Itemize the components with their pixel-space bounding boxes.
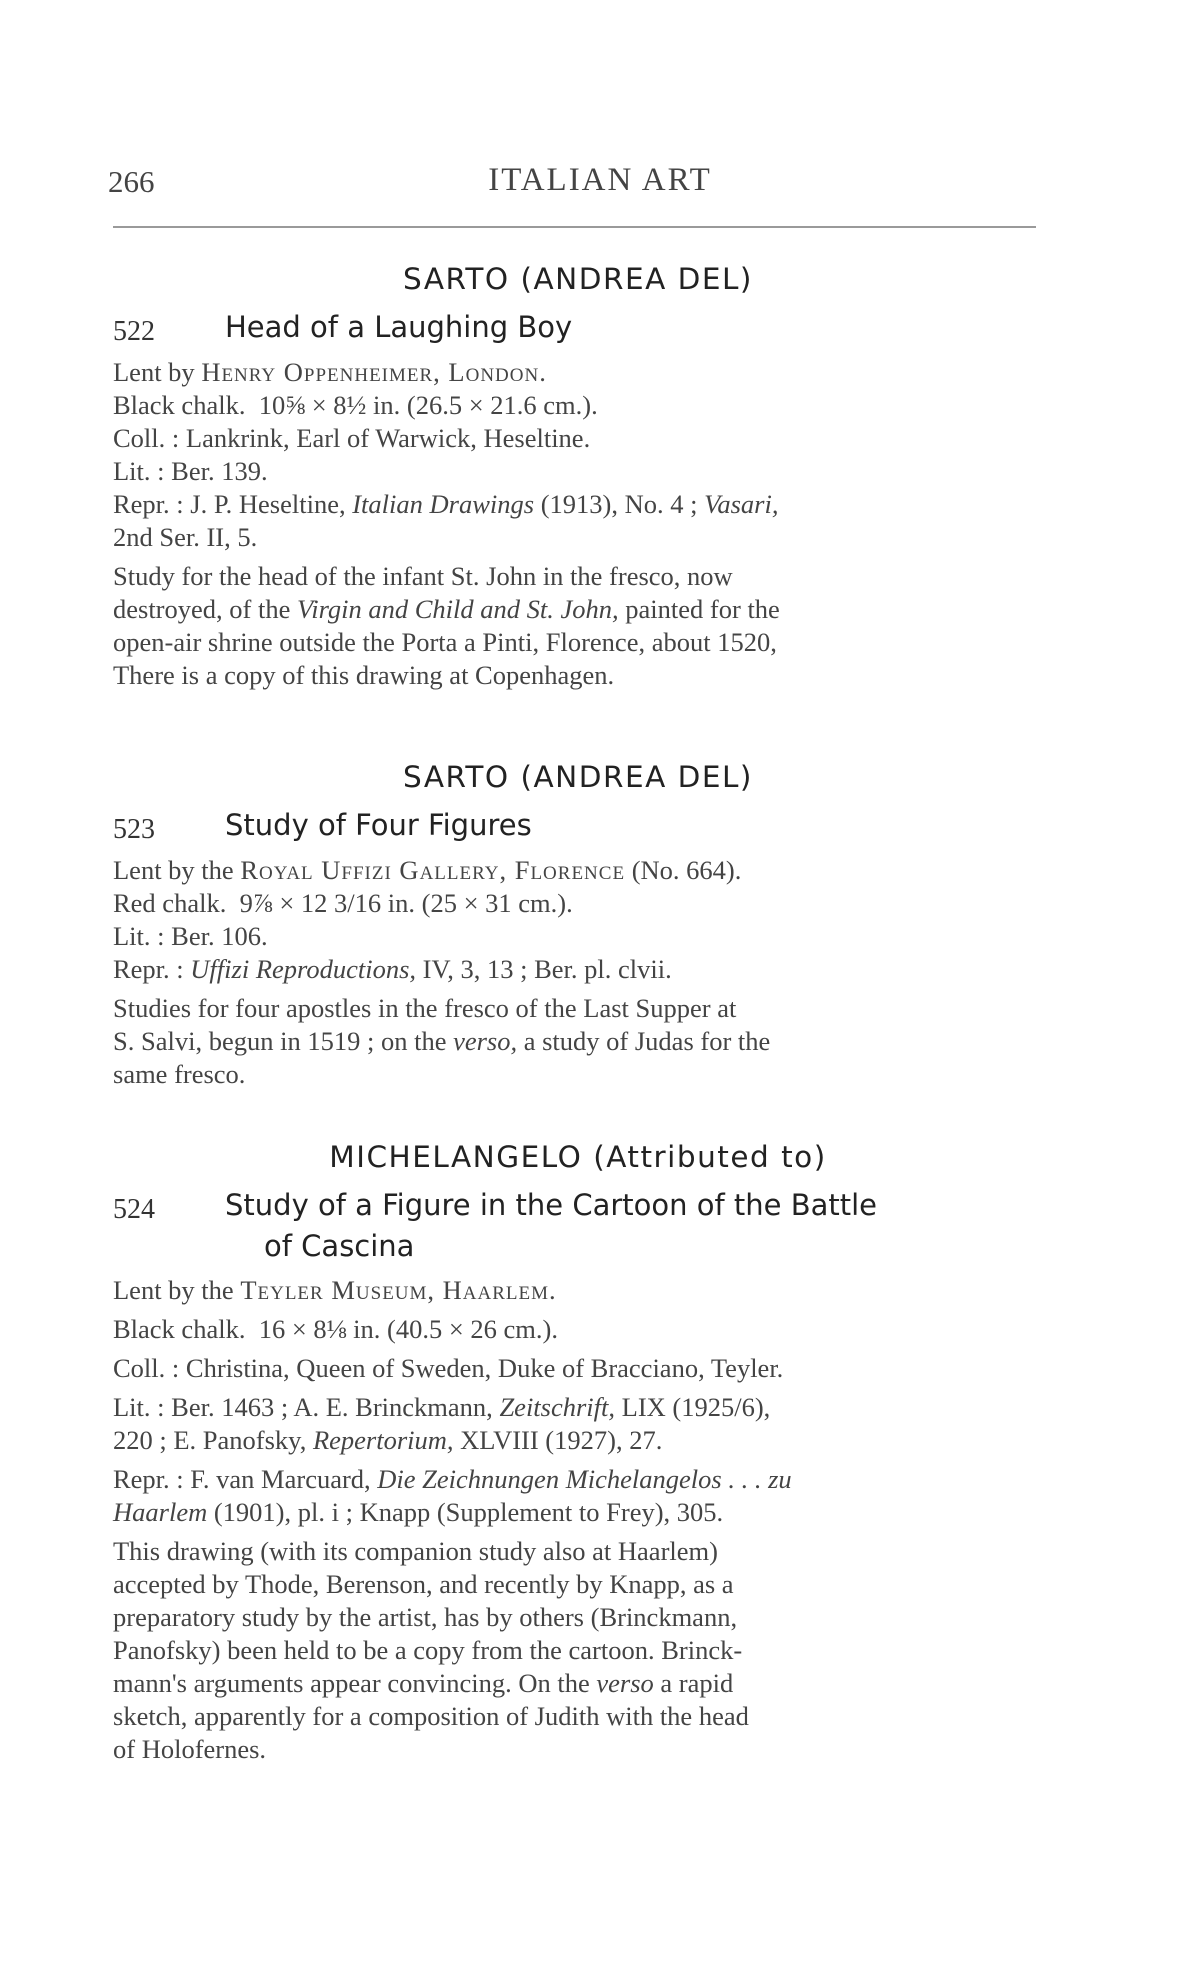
entry-title-row: [113, 808, 1043, 848]
note-line: accepted by Thode, Berenson, and recently by Knapp, as a: [113, 1569, 734, 1599]
note-text: mann's arguments appear convincing. On the: [113, 1668, 590, 1698]
note-line: same fresco.: [113, 1059, 246, 1089]
note-text: painted for the: [625, 594, 780, 624]
note-line: Panofsky) been held to be a copy from the cartoon. Brinck-: [113, 1635, 743, 1665]
note-line: sketch, apparently for a composition of Judith with the head: [113, 1701, 749, 1731]
note-line: [113, 593, 1043, 626]
note-line: [113, 1025, 1043, 1058]
lender-line: [113, 854, 1043, 887]
dimensions: 16 × 8⅛ in. (40.5 × 26 cm.).: [258, 1314, 558, 1344]
lit-text-2: LIX (1925/6),: [621, 1392, 771, 1422]
lender-suffix: (No. 664).: [631, 855, 742, 885]
note-text: S. Salvi, begun in 1519 ; on the: [113, 1026, 447, 1056]
reproduction-line: [113, 1463, 1043, 1496]
note-line: open-air shrine outside the Porta a Pinti, Florence, about 1520,: [113, 627, 777, 657]
artist-heading: SARTO (ANDREA DEL): [403, 262, 753, 296]
repr-text: Repr. :: [113, 954, 184, 984]
medium: Black chalk.: [113, 1314, 246, 1344]
lent-prefix: Lent by: [113, 357, 195, 387]
catalogue-entry-523: [113, 760, 1043, 1091]
note-line: Studies for four apostles in the fresco of the Last Supper at: [113, 993, 737, 1023]
medium-line: [113, 389, 1043, 422]
reproduction-line: [113, 953, 1043, 986]
medium-line: [113, 1313, 1043, 1346]
lit-title: Repertorium,: [312, 1425, 454, 1455]
entry-title-row: [113, 1188, 1043, 1268]
running-head: [0, 158, 1200, 198]
running-title: ITALIAN ART: [488, 162, 712, 198]
work-title: Head of a Laughing Boy: [225, 310, 573, 344]
medium-line: [113, 887, 1043, 920]
lent-prefix: Lent by the: [113, 855, 234, 885]
repr-title-2: Vasari,: [704, 489, 779, 519]
repr-title: Die Zeichnungen Michelangelos . . . zu: [377, 1464, 792, 1494]
lender-name: Henry Oppenheimer, London.: [201, 357, 547, 387]
collection-line: Coll. : Christina, Queen of Sweden, Duke of Bracciano, Teyler.: [113, 1353, 784, 1383]
medium: Red chalk.: [113, 888, 227, 918]
lent-prefix: Lent by the: [113, 1275, 234, 1305]
catalogue-number: 523: [113, 814, 155, 845]
reproduction-line-2: 2nd Ser. II, 5.: [113, 522, 258, 552]
entry-title-row: [113, 310, 1043, 350]
note-line: Study for the head of the infant St. John in the fresco, now: [113, 561, 733, 591]
note-italic: verso: [596, 1668, 654, 1698]
repr-text-2: (1913), No. 4 ;: [540, 489, 698, 519]
note-line: [113, 1667, 1043, 1700]
work-title: Study of Four Figures: [225, 808, 532, 842]
lender-line: [113, 1274, 1043, 1307]
header-rule: [113, 226, 1036, 228]
reproduction-line: [113, 488, 1043, 521]
catalogue-entry-522: [113, 262, 1043, 692]
dimensions: 9⅞ × 12 3/16 in. (25 × 31 cm.).: [239, 888, 573, 918]
catalogue-number: 524: [113, 1194, 155, 1225]
catalogue-number: 522: [113, 316, 155, 347]
literature-line: Lit. : Ber. 139.: [113, 456, 268, 486]
literature-line: Lit. : Ber. 106.: [113, 921, 268, 951]
reproduction-line-2: [113, 1496, 1043, 1529]
note-italic: verso,: [453, 1026, 518, 1056]
artist-heading: MICHELANGELO (Attributed to): [329, 1140, 827, 1174]
note-line: There is a copy of this drawing at Copenhagen.: [113, 660, 615, 690]
repr-title: Uffizi Reproductions,: [190, 954, 417, 984]
dimensions: 10⅝ × 8½ in. (26.5 × 21.6 cm.).: [258, 390, 598, 420]
lit-text-2: XLVIII (1927), 27.: [460, 1425, 663, 1455]
lit-text: 220 ; E. Panofsky,: [113, 1425, 307, 1455]
collection-line: Coll. : Lankrink, Earl of Warwick, Heseltine.: [113, 423, 591, 453]
repr-title: Italian Drawings: [352, 489, 535, 519]
lender-name: Royal Uffizi Gallery, Florence: [240, 855, 626, 885]
literature-line-2: [113, 1424, 1043, 1457]
repr-text: (1901), pl. i ; Knapp (Supplement to Frey), 305.: [213, 1497, 724, 1527]
repr-title: Haarlem: [113, 1497, 208, 1527]
repr-text: Repr. : F. van Marcuard,: [113, 1464, 371, 1494]
medium: Black chalk.: [113, 390, 246, 420]
note-line: This drawing (with its companion study also at Haarlem): [113, 1536, 718, 1566]
catalogue-entry-524: [113, 1140, 1043, 1766]
lit-title: Zeitschrift,: [499, 1392, 616, 1422]
lender-line: [113, 356, 1043, 389]
note-line: of Holofernes.: [113, 1734, 267, 1764]
note-line: preparatory study by the artist, has by others (Brinckmann,: [113, 1602, 738, 1632]
repr-text-2: IV, 3, 13 ; Ber. pl. clvii.: [422, 954, 672, 984]
work-title-continued: of Cascina: [264, 1229, 415, 1263]
lender-name: Teyler Museum, Haarlem.: [240, 1275, 557, 1305]
page-number: 266: [108, 164, 155, 199]
work-title: Study of a Figure in the Cartoon of the Battle: [225, 1188, 878, 1222]
note-text: a rapid: [660, 1668, 734, 1698]
note-italic: Virgin and Child and St. John,: [296, 594, 619, 624]
repr-text: Repr. : J. P. Heseltine,: [113, 489, 346, 519]
literature-line: [113, 1391, 1043, 1424]
lit-text: Lit. : Ber. 1463 ; A. E. Brinckmann,: [113, 1392, 493, 1422]
note-text: destroyed, of the: [113, 594, 291, 624]
artist-heading: SARTO (ANDREA DEL): [403, 760, 753, 794]
note-text: a study of Judas for the: [523, 1026, 771, 1056]
